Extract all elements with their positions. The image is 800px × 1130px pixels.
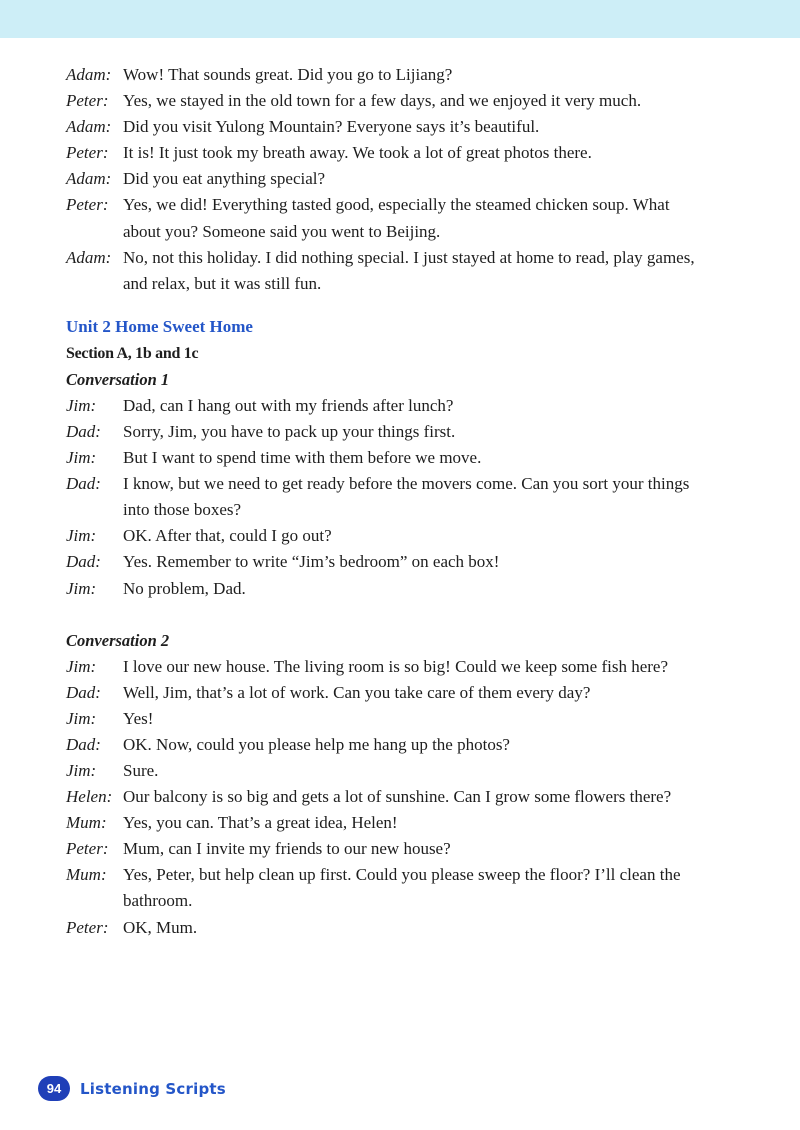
speaker-label: Jim: bbox=[66, 395, 97, 415]
dialogue-line bbox=[66, 445, 756, 471]
dialogue-line bbox=[66, 784, 756, 810]
dialogue-text: Our balcony is so big and gets a lot of sunshine. Can I grow some flowers there? bbox=[123, 787, 672, 807]
speaker-label: Mum: bbox=[66, 813, 107, 833]
conversation-2 bbox=[66, 654, 756, 941]
footer-title: Listening Scripts bbox=[80, 1079, 226, 1098]
dialogue-line bbox=[66, 862, 756, 888]
dialogue-line bbox=[66, 166, 756, 192]
conversation-1-title: Conversation 1 bbox=[66, 369, 170, 389]
dialogue-line bbox=[66, 245, 756, 271]
dialogue-line bbox=[66, 523, 756, 549]
speaker-label: Jim: bbox=[66, 656, 97, 676]
dialogue-line bbox=[66, 654, 756, 680]
page-number-badge: 94 bbox=[38, 1076, 70, 1101]
dialogue-text: Wow! That sounds great. Did you go to Lijiang? bbox=[123, 65, 453, 84]
dialogue-line bbox=[66, 915, 756, 941]
speaker-label: Helen: bbox=[66, 787, 113, 807]
dialogue-text: and relax, but it was still fun. bbox=[123, 273, 322, 293]
speaker-label: Peter: bbox=[66, 917, 109, 937]
dialogue-text: OK. Now, could you please help me hang up the photos? bbox=[123, 734, 510, 754]
dialogue-line bbox=[66, 549, 756, 575]
dialogue-text: Yes, we stayed in the old town for a few days, and we enjoyed it very much. bbox=[123, 91, 642, 111]
speaker-label: Peter: bbox=[66, 91, 109, 111]
speaker-label: Jim: bbox=[66, 708, 97, 728]
dialogue-text: No, not this holiday. I did nothing special. I just stayed at home to read, play games, bbox=[123, 247, 695, 267]
dialogue-text: Yes! bbox=[123, 708, 154, 728]
speaker-label: Jim: bbox=[66, 578, 97, 598]
dialogue-line bbox=[66, 758, 756, 784]
page-content bbox=[66, 62, 756, 941]
speaker-label: Jim: bbox=[66, 526, 97, 546]
page-footer bbox=[38, 1076, 226, 1101]
dialogue-line bbox=[66, 836, 756, 862]
speaker-label: Adam: bbox=[66, 169, 112, 189]
speaker-label: Peter: bbox=[66, 839, 109, 859]
dialogue-line bbox=[66, 706, 756, 732]
dialogue-text: I love our new house. The living room is so big! Could we keep some fish here? bbox=[123, 656, 668, 676]
speaker-label: Dad: bbox=[66, 734, 101, 754]
speaker-label: Jim: bbox=[66, 448, 97, 468]
dialogue-text: OK. After that, could I go out? bbox=[123, 526, 332, 546]
dialogue-line bbox=[66, 62, 756, 88]
speaker-label: Dad: bbox=[66, 552, 101, 572]
dialogue-text: Yes, you can. That’s a great idea, Helen! bbox=[123, 813, 398, 833]
dialogue-line bbox=[66, 419, 756, 445]
dialogue-text: I know, but we need to get ready before the movers come. Can you sort your things bbox=[123, 474, 690, 494]
dialogue-line bbox=[66, 271, 756, 297]
dialogue-text: Mum, can I invite my friends to our new house? bbox=[123, 839, 451, 859]
dialogue-text: Did you visit Yulong Mountain? Everyone says it’s beautiful. bbox=[123, 117, 540, 137]
dialogue-line bbox=[66, 393, 756, 419]
dialogue-text: Well, Jim, that’s a lot of work. Can you take care of them every day? bbox=[123, 682, 591, 702]
dialogue-line bbox=[66, 471, 756, 497]
speaker-label: Peter: bbox=[66, 143, 109, 163]
dialogue-line bbox=[66, 114, 756, 140]
dialogue-line bbox=[66, 88, 756, 114]
dialogue-text: Did you eat anything special? bbox=[123, 169, 326, 189]
speaker-label: Dad: bbox=[66, 682, 101, 702]
speaker-label: Adam: bbox=[66, 247, 112, 267]
dialogue-text: Yes, we did! Everything tasted good, especially the steamed chicken soup. What bbox=[123, 195, 670, 215]
dialogue-text: Yes, Peter, but help clean up first. Could you please sweep the floor? I’ll clean the bbox=[123, 865, 681, 885]
dialogue-line bbox=[66, 140, 756, 166]
dialogue-text: into those boxes? bbox=[123, 500, 242, 520]
speaker-label: Jim: bbox=[66, 760, 97, 780]
dialogue-text: Sorry, Jim, you have to pack up your things first. bbox=[123, 421, 456, 441]
dialogue-line bbox=[66, 888, 756, 914]
dialogue-text: Dad, can I hang out with my friends after lunch? bbox=[123, 395, 454, 415]
dialogue-line bbox=[66, 219, 756, 245]
dialogue-line bbox=[66, 497, 756, 523]
speaker-label: Adam: bbox=[66, 65, 112, 84]
dialogue-text: No problem, Dad. bbox=[123, 578, 246, 598]
dialogue-text: It is! It just took my breath away. We took a lot of great photos there. bbox=[123, 143, 592, 163]
speaker-label: Peter: bbox=[66, 195, 109, 215]
dialogue-line bbox=[66, 192, 756, 218]
speaker-label: Mum: bbox=[66, 865, 107, 885]
section-title: Section A, 1b and 1c bbox=[66, 344, 199, 362]
dialogue-line bbox=[66, 732, 756, 758]
conversation-2-title: Conversation 2 bbox=[66, 630, 170, 650]
dialogue-text: Sure. bbox=[123, 760, 159, 780]
dialogue-text: bathroom. bbox=[123, 891, 193, 911]
speaker-label: Dad: bbox=[66, 474, 101, 494]
dialogue-line bbox=[66, 576, 756, 602]
dialogue-line bbox=[66, 810, 756, 836]
top-color-band bbox=[0, 0, 800, 38]
unit-title: Unit 2 Home Sweet Home bbox=[66, 316, 253, 336]
dialogue-line bbox=[66, 680, 756, 706]
dialogue-text: But I want to spend time with them before we move. bbox=[123, 448, 482, 468]
dialogue-text: OK, Mum. bbox=[123, 917, 198, 937]
dialogue-text: Yes. Remember to write “Jim’s bedroom” on each box! bbox=[123, 552, 500, 572]
conversation-1 bbox=[66, 393, 756, 602]
speaker-label: Adam: bbox=[66, 117, 112, 137]
dialogue-text: about you? Someone said you went to Beijing. bbox=[123, 221, 441, 241]
conversation-top bbox=[66, 62, 756, 297]
speaker-label: Dad: bbox=[66, 421, 101, 441]
